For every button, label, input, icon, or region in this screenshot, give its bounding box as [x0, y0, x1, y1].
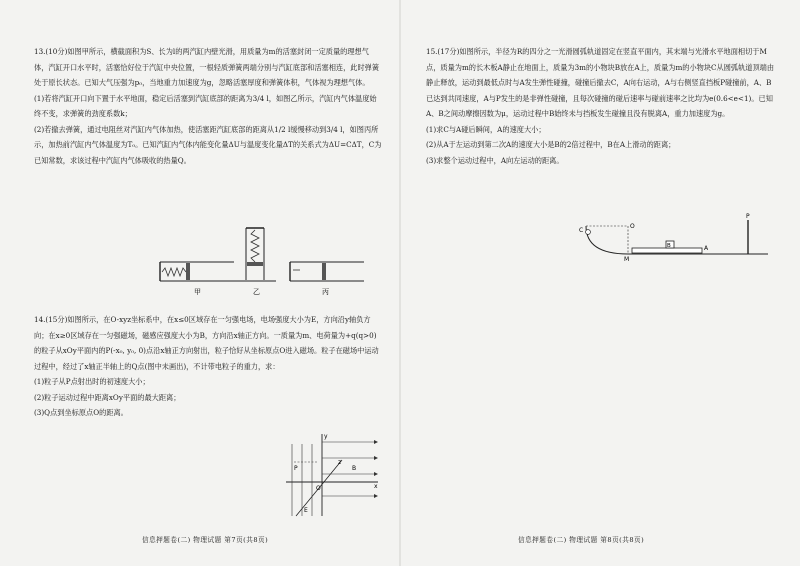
- q15-stem: 15.(17分)如图所示，半径为R的四分之一光滑圆弧轨道固定在竖直平面内，其末端与光滑水平地面相切于M点，质量为m的长木板A静止在地面上，质量为3m的小物块B放在A上，质量为m的小物块C从圆弧轨道顶端由静止释放，运动到最低点时与A发生弹性碰撞，碰撞后撤去C，A向右运动，A与右侧竖直挡板P碰撞前，A、B已达到共同速度，A与P发生的是非弹性碰撞，且每次碰撞的碰后速率与碰前速率之比均为e(0.6<e<1)。已知A、B之间动摩擦因数为μ，运动过程中B始终未与挡板发生碰撞且没有脱离A，重力加速度为g。: [426, 47, 775, 118]
- q15-figure: [578, 213, 768, 263]
- fig-label-o: O: [630, 223, 635, 230]
- q13-stem: 13.(10分)如图甲所示，横截面积为S、长为l的两汽缸内壁光滑，用质量为m的活塞封闭一定质量的理想气体，汽缸开口水平时，活塞恰好位于汽缸中央位置，一根轻质弹簧两端分别与汽缸底部和活塞相连，此时弹簧处于原长状态。已知大气压强为p₀，当地重力加速度为g，忽略活塞厚度和弹簧体积，气体视为理想气体。: [34, 47, 380, 87]
- q15-part2: (2)从A于左运动到第二次A的速度大小是B的2倍过程中，B在A上滑动的距离；: [426, 140, 676, 149]
- q15-part3: (3)求整个运动过程中，A向左运动的距离。: [426, 155, 564, 165]
- q13-part2: (2)若撤去弹簧，通过电阻丝对汽缸内气体加热，使活塞距汽缸底部的距离从1/2 l缓慢移动到3/4 l，如图丙所示，加热前汽缸内气体温度为T₀。已知汽缸内气体内能变化量ΔU与温度变化量ΔT的关系式为ΔU=CΔT，C为已知常数，求该过程中汽缸内气体吸收的热量Q。: [34, 124, 382, 165]
- right-page: [400, 0, 800, 566]
- q13-figures: [150, 228, 380, 298]
- question-14: [34, 312, 382, 421]
- fig-label-yi: 乙: [253, 288, 260, 296]
- fig-label-c: C: [579, 227, 584, 234]
- axis-label-y: y: [324, 433, 328, 440]
- axis-label-z: z: [338, 459, 342, 466]
- field-label-e: E: [304, 507, 308, 514]
- axis-label-x: x: [374, 483, 378, 490]
- q15-part1: (1)求C与A碰后瞬间，A的速度大小；: [426, 124, 546, 134]
- figure-yi: [234, 228, 276, 296]
- q14-figure: [282, 430, 382, 520]
- fig-label-jia: 甲: [194, 288, 201, 296]
- fig-label-a: A: [704, 245, 709, 252]
- fig-label-m: M: [624, 256, 630, 263]
- left-page-footer: 信息押题卷(二) 物理试题 第7页(共8页): [142, 536, 269, 544]
- q13-part1: (1)若将汽缸开口向下置于水平地面，稳定后活塞到汽缸底部的距离为3/4 l，如图乙所示，汽缸内气体温度始终不变，求弹簧的劲度系数k；: [34, 93, 377, 118]
- point-label-p: P: [294, 465, 298, 472]
- fig-label-p: P: [746, 213, 750, 220]
- q14-part1: (1)粒子从P点射出时的初速度大小；: [34, 377, 150, 386]
- field-label-b: B: [352, 465, 357, 472]
- figure-bing: [290, 262, 364, 296]
- q14-part2: (2)粒子运动过程中距离xOy平面的最大距离；: [34, 392, 181, 402]
- fig-label-bing: 丙: [322, 288, 329, 296]
- q14-part3: (3)Q点到坐标原点O的距离。: [34, 408, 128, 417]
- fig-label-b: B: [667, 243, 671, 249]
- question-13: [34, 44, 382, 168]
- question-15: [426, 44, 778, 168]
- origin-label: O: [316, 485, 321, 492]
- q14-stem: 14.(15分)如图所示，在O-xyz坐标系中，在x≤0区域存在一匀强电场，电场强度大小为E，方向沿y轴负方向；在x≥0区域存在一匀强磁场，磁感应强度大小为B，方向沿x轴正方向。一质量为m、电荷量为+q(q>0)的粒子从xOy平面内的P(-x₀, y₀, 0)点沿x轴正方向射出，粒子恰好从坐标原点O进入磁场。粒子在磁场中运动过程中，经过了x轴正半轴上的Q点(图中未画出)，不计带电粒子的重力，求：: [34, 315, 379, 371]
- figure-jia: [160, 262, 234, 296]
- right-page-footer: 信息押题卷(二) 物理试题 第8页(共8页): [518, 536, 645, 544]
